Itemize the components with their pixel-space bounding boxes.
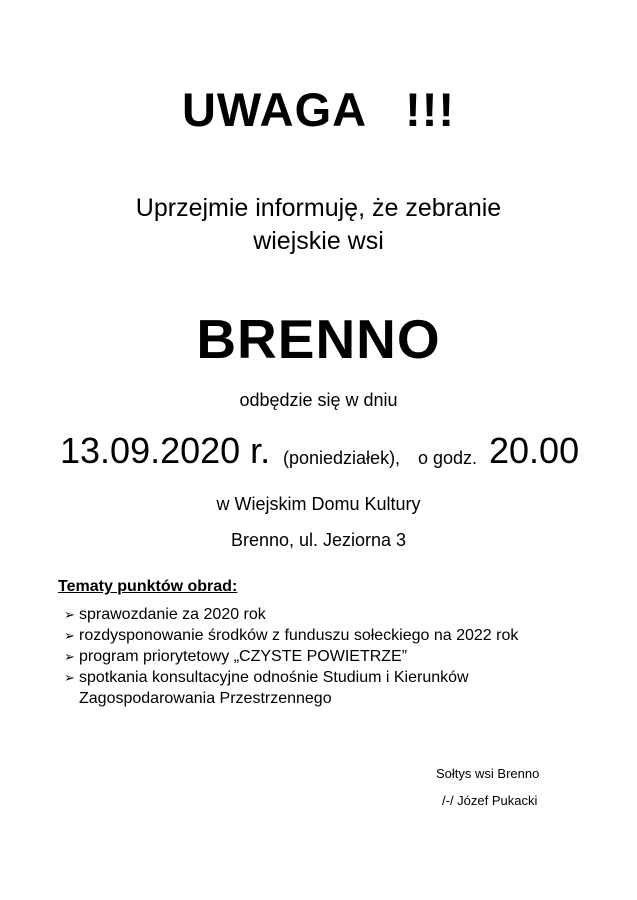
meeting-day: (poniedziałek),	[283, 448, 401, 468]
intro-line-2: wiejskie wsi	[253, 227, 384, 255]
place-line-1: w Wiejskim Domu Kultury	[216, 494, 421, 514]
agenda-item-text: spotkania konsultacyjne odnośnie Studium i Kierunków	[79, 669, 469, 686]
headline-exclamation: !!!	[405, 83, 456, 136]
will-take-place-text: odbędzie się w dniu	[239, 390, 398, 410]
agenda-item-text: sprawozdanie za 2020 rok	[79, 606, 266, 623]
arrow-bullet-icon: ➢	[64, 628, 75, 643]
signature-block	[436, 760, 539, 814]
signature-role: Sołtys wsi Brenno	[436, 766, 540, 781]
agenda-item-text: rozdysponowanie środków z funduszu sołeckiego na 2022 rok	[79, 627, 519, 644]
agenda-item-text: program priorytetowy „CZYSTE POWIETRZE”	[79, 648, 408, 665]
hour-label: o godz.	[418, 448, 478, 468]
signature-name: /-/ Józef Pukacki	[442, 793, 538, 808]
meeting-date: 13.09.2020 r.	[60, 430, 271, 471]
agenda-item	[64, 646, 518, 667]
date-time-line	[0, 430, 637, 480]
arrow-bullet-icon: ➢	[64, 670, 75, 685]
intro-text	[0, 192, 637, 258]
village-name: BRENNO	[196, 308, 441, 370]
agenda-item-continuation: Zagospodarowania Przestrzennego	[79, 690, 332, 707]
place-line-2: Brenno, ul. Jeziorna 3	[230, 530, 407, 550]
arrow-bullet-icon: ➢	[64, 607, 75, 622]
notice-headline	[0, 82, 637, 137]
intro-line-1: Uprzejmie informuję, że zebranie	[135, 194, 502, 222]
agenda-item	[64, 604, 518, 625]
agenda-item	[64, 625, 518, 646]
agenda-item	[64, 667, 518, 709]
arrow-bullet-icon: ➢	[64, 649, 75, 664]
headline-word: UWAGA	[181, 83, 368, 136]
meeting-place	[0, 486, 637, 558]
agenda-title: Tematy punktów obrad:	[58, 578, 238, 595]
meeting-hour: 20.00	[489, 430, 580, 471]
agenda-list	[64, 604, 518, 709]
